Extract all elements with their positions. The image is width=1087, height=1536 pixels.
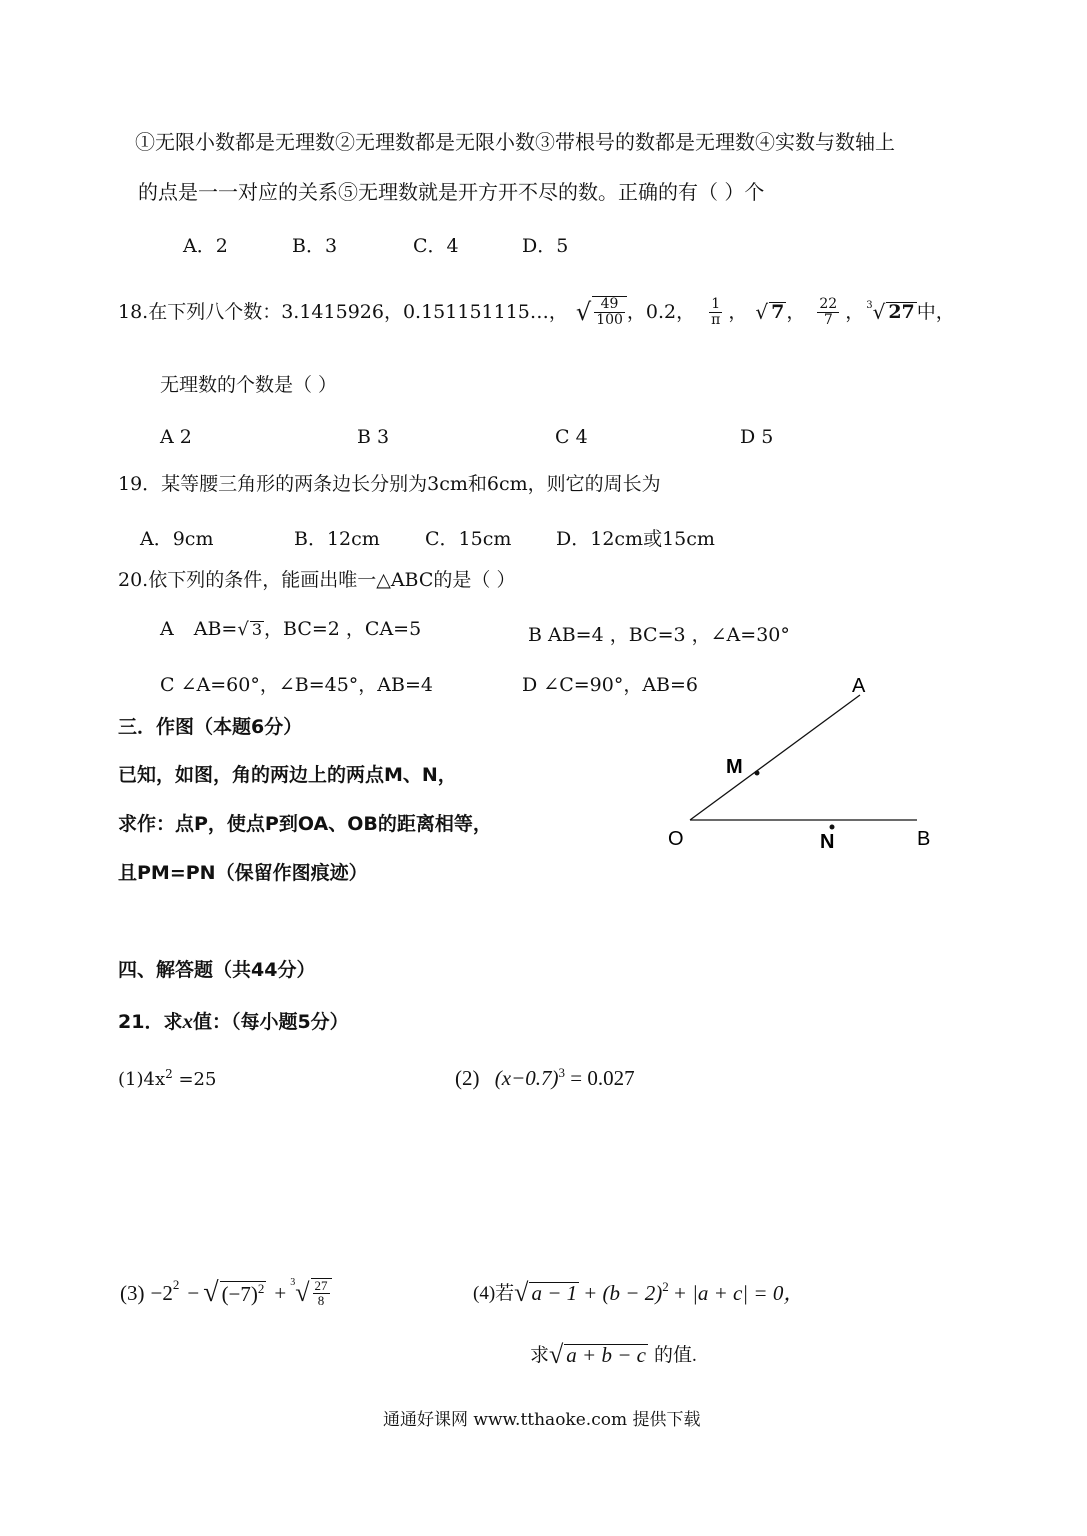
q21-part3-radicand xyxy=(220,1281,267,1305)
q19-question: 19．某等腰三角形的两条边长分别为3cm和6cm，则它的周长为 xyxy=(118,473,661,495)
q21-part4 xyxy=(473,1280,804,1306)
cube-root-index: 3 xyxy=(290,1277,296,1288)
q19-option-c: C．15cm xyxy=(425,528,512,550)
radical-icon: √ xyxy=(549,1340,564,1369)
q21-part3-rad: (−7) xyxy=(221,1282,258,1307)
radical-icon: √ xyxy=(237,618,249,640)
q20-option-c: C ∠A=60°，∠B=45°，AB=4 xyxy=(160,674,433,696)
q21-part3-c: + xyxy=(274,1280,287,1305)
section3-line2: 求作：点P，使点P到OA、OB的距离相等， xyxy=(118,813,492,835)
q21-header xyxy=(118,1011,349,1032)
q21-part4-label: (4)若 xyxy=(473,1282,515,1304)
q18-option-a: A 2 xyxy=(160,426,192,448)
q18-suffix: 中， xyxy=(916,300,955,323)
point-m xyxy=(755,771,760,776)
radical-icon: √ xyxy=(872,300,886,325)
label-m: M xyxy=(726,756,743,778)
q18-sqrt-num: 49 xyxy=(594,297,625,313)
radical-icon: √ xyxy=(755,300,769,325)
section4-title: 四、解答题（共44分） xyxy=(118,959,316,981)
q21-part1 xyxy=(118,1068,216,1089)
q20-option-a-pre: AB= xyxy=(193,618,238,640)
q18-option-c: C 4 xyxy=(555,426,588,448)
q21-part4-mid-exp: 2 xyxy=(662,1279,669,1294)
q21-var: x xyxy=(182,1009,193,1033)
q21-part3-a-exp: 2 xyxy=(172,1277,180,1292)
section3-line1: 已知，如图，角的两边上的两点M、N， xyxy=(118,764,457,786)
q18-option-b: B 3 xyxy=(357,426,390,448)
q18-question xyxy=(118,296,955,329)
q20-option-a-label: A xyxy=(160,618,174,640)
q21-part1-post: =25 xyxy=(172,1069,217,1090)
q18-22-7-fraction xyxy=(817,297,839,329)
radical-icon: √ xyxy=(203,1277,219,1309)
q21-part4-line2 xyxy=(530,1342,697,1368)
q21-part1-exp: 2 xyxy=(165,1067,173,1081)
section3-line3: 且PM=PN（保留作图痕迹） xyxy=(118,862,368,884)
q21-part3-label: (3) xyxy=(120,1280,145,1305)
label-n: N xyxy=(820,831,835,853)
q18-sqrt-den: 100 xyxy=(596,312,623,329)
q21-pre: 21．求 xyxy=(118,1011,183,1033)
q21-part3-a: −2 xyxy=(150,1280,173,1305)
q21-part2-rhs: = 0.027 xyxy=(570,1066,635,1090)
q18-sep4: ， xyxy=(845,300,865,323)
q20-option-a xyxy=(160,620,421,639)
footer: 通通好课网 www.tthaoke.com 提供下载 xyxy=(383,1410,701,1430)
q21-part2-exp: 3 xyxy=(558,1065,565,1080)
q18-sep1: ，0.2， xyxy=(626,300,696,323)
q21-part2 xyxy=(455,1066,635,1089)
q21-part3 xyxy=(120,1278,332,1309)
q19-option-b: B．12cm xyxy=(294,528,380,550)
radical-icon: √ xyxy=(575,298,592,327)
q20-question: 20.依下列的条件，能画出唯一△ABC的是（ ） xyxy=(118,569,516,591)
radical-icon: √ xyxy=(295,1278,310,1308)
q20-option-b: B AB=4 ，BC=3 ，∠A=30° xyxy=(528,624,790,646)
q21-part1-expr: (1)4x xyxy=(118,1069,166,1090)
q18-sqrt-fraction-body xyxy=(592,296,627,329)
q21-part4-l2-pre: 求 xyxy=(530,1344,550,1366)
q21-part4-mid: + (b − 2) xyxy=(583,1280,663,1305)
q18-cube-root xyxy=(866,300,917,325)
q18-pi-num: 1 xyxy=(709,297,722,313)
q18-sqrt7-value: 7 xyxy=(771,301,785,324)
q21-part3-cbrt-num: 27 xyxy=(314,1278,328,1293)
cube-root-index: 3 xyxy=(866,300,873,312)
q17-option-b: B．3 xyxy=(292,235,338,257)
q17-option-a: A．2 xyxy=(183,235,228,257)
q21-part3-cbrt xyxy=(311,1278,332,1309)
q18-sep2: ， xyxy=(728,300,748,323)
q21-part3-cbrt-den: 8 xyxy=(317,1293,325,1309)
q17-option-c: C．4 xyxy=(413,235,459,257)
q17-option-d: D．5 xyxy=(522,235,569,257)
q21-part2-label: (2) xyxy=(455,1066,480,1090)
q17-statements-line2: 的点是一一对应的关系⑤无理数就是开方开不尽的数。正确的有（ ）个 xyxy=(138,180,765,204)
q18-cbrt-value: 27 xyxy=(888,301,915,324)
point-n xyxy=(830,825,835,830)
section3-title: 三．作图（本题6分） xyxy=(118,716,303,738)
label-b: B xyxy=(917,828,931,850)
ray-oa xyxy=(690,695,860,820)
q21-post: 值：（每小题5分） xyxy=(192,1011,349,1033)
q21-part4-rad1: a − 1 xyxy=(531,1281,578,1305)
q21-part3-b: − xyxy=(187,1280,200,1305)
q19-option-a: A．9cm xyxy=(140,528,214,550)
q20-option-a-post: ，BC=2 ，CA=5 xyxy=(264,618,422,640)
q21-part4-abs: + |a + c| = 0， xyxy=(672,1280,805,1305)
q18-line2: 无理数的个数是（ ） xyxy=(160,374,338,396)
q18-sqrt7 xyxy=(755,300,786,325)
q17-statements-line1: ①无限小数都是无理数②无理数都是无限小数③带根号的数都是无理数④实数与数轴上 xyxy=(135,130,895,154)
q18-frac-den: 7 xyxy=(823,311,833,328)
q19-option-d: D．12cm或15cm xyxy=(556,528,715,550)
radical-icon: √ xyxy=(514,1278,529,1307)
label-o: O xyxy=(668,828,684,850)
q18-option-d: D 5 xyxy=(740,426,774,448)
angle-figure xyxy=(660,665,960,865)
q20-option-a-radicand: 3 xyxy=(251,620,263,639)
q21-part4-l2-post: 的值. xyxy=(653,1344,697,1366)
q18-prefix: 18.在下列八个数：3.1415926，0.151151115…， xyxy=(118,300,568,323)
q20-option-d: D ∠C=90°，AB=6 xyxy=(522,674,699,696)
q21-part4-rad2: a + b − c xyxy=(566,1343,646,1367)
q21-part2-expr: (x−0.7) xyxy=(494,1066,559,1090)
q18-sqrt-fraction xyxy=(576,296,627,329)
q18-pi-fraction xyxy=(709,297,722,329)
q18-pi-den: π xyxy=(711,311,721,328)
q18-frac-num: 22 xyxy=(819,295,838,312)
q21-part3-rad-exp: 2 xyxy=(257,1281,265,1297)
label-a: A xyxy=(852,675,866,697)
q18-sep3: ， xyxy=(786,300,806,323)
